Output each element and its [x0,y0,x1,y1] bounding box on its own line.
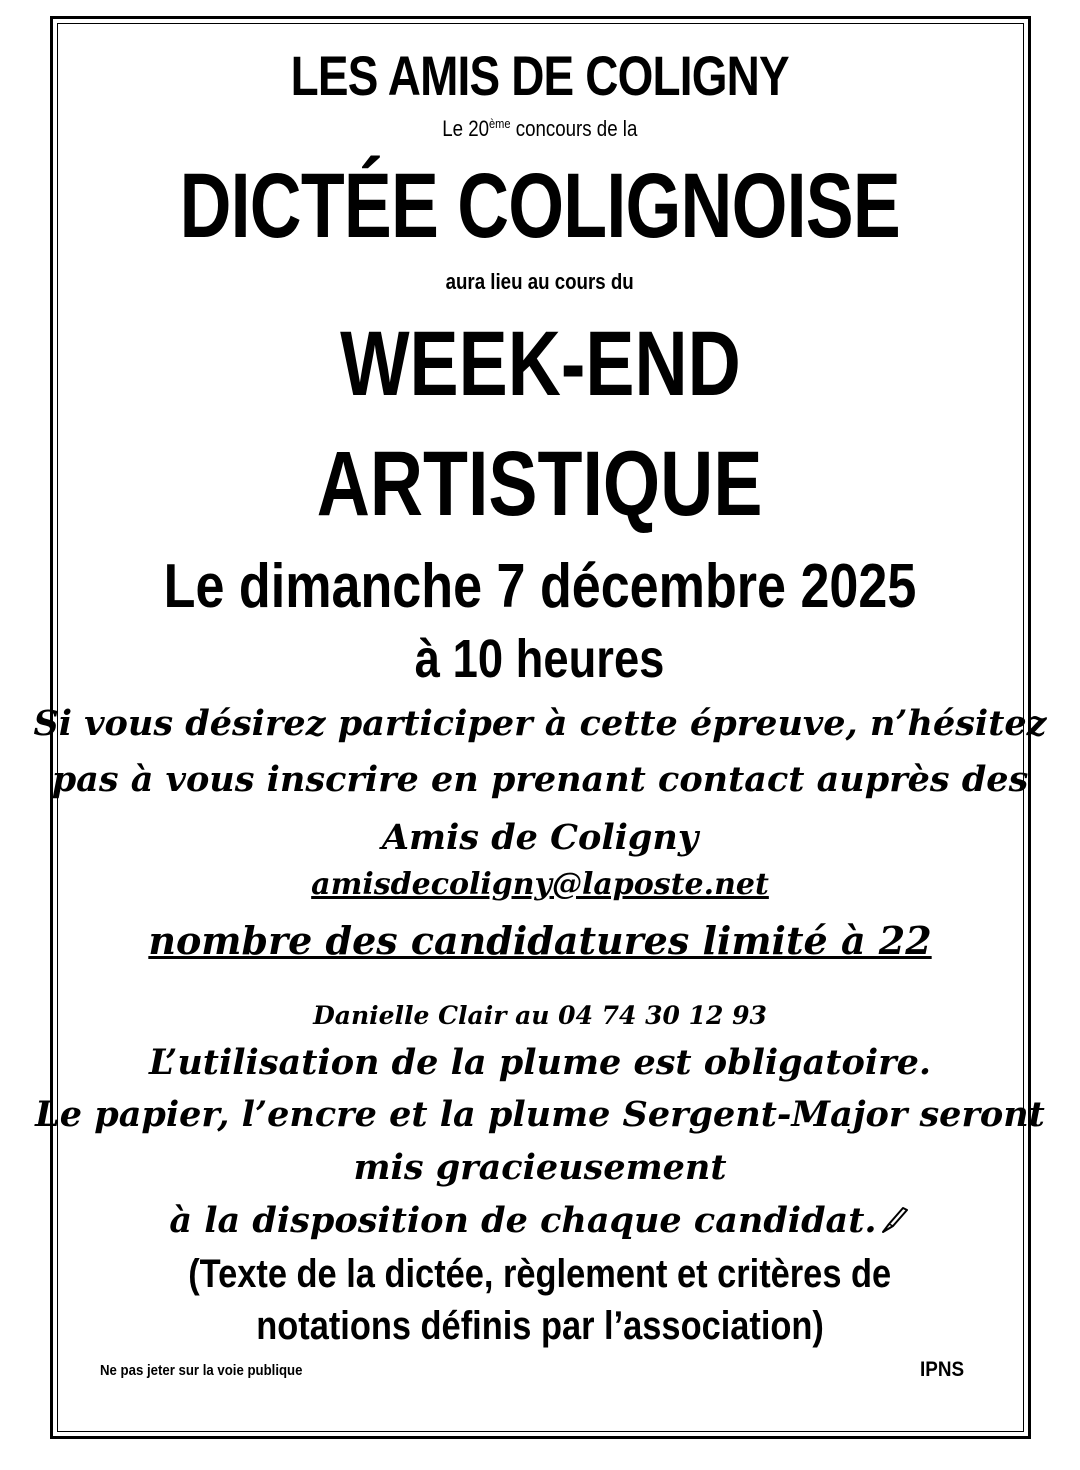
invite-line-3: Amis de Coligny [381,817,699,858]
event-name-text-1: WEEK-END [339,313,741,415]
note-line-2 [0,1306,1080,1346]
main-title [0,155,1080,257]
event-name-line-1 [0,313,1080,415]
note-line-2-text: notations définis par l’association) [256,1304,824,1348]
event-time-text: à 10 heures [415,629,665,689]
event-name-text-2: ARTISTIQUE [317,433,763,535]
rule-line-2: Le papier, l’encre et la plume Sergent-Major seront [35,1094,1045,1135]
intro-superscript: ème [489,116,511,131]
contact-email-link[interactable]: amisdecoligny@laposte.net [311,867,769,902]
event-name-line-2 [0,433,1080,535]
rule-line-4-text: à la disposition de chaque candidat. [169,1200,877,1241]
event-time [0,629,1080,689]
note-line-1 [0,1254,1080,1294]
intro-after: concours de la [510,116,638,141]
subtitle-text: aura lieu au cours du [445,269,635,294]
note-line-1-text: (Texte de la dictée, règlement et critères de [188,1252,892,1296]
event-date-text: Le dimanche 7 décembre 2025 [163,552,917,621]
rule-line-1: L’utilisation de la plume est obligatoire. [148,1042,932,1083]
candidate-limit: nombre des candidatures limité à 22 [148,918,932,963]
invite-line-2: pas à vous inscrire en prenant contact auprès des [51,759,1029,800]
footer-disposal-notice [100,1362,330,1379]
organization-heading [0,44,1080,107]
rule-line-3: mis gracieusement [353,1147,727,1188]
invite-line-1: Si vous désirez participer à cette épreuve, n’hésitez [33,703,1047,744]
intro-text [442,117,637,140]
footer-ipns-text: IPNS [920,1358,965,1381]
footer-disposal-text: Ne pas jeter sur la voie publique [100,1362,303,1379]
intro-before: Le 20 [442,116,490,141]
contact-phone: Danielle Clair au 04 74 30 12 93 [313,1001,767,1030]
event-date [0,552,1080,621]
organization-text: LES AMIS DE COLIGNY [290,44,790,107]
rule-line-4 [0,1200,1080,1241]
intro-line [0,117,1080,140]
footer-ipns [920,1358,969,1382]
subtitle-line [0,271,1080,293]
main-title-text: DICTÉE COLIGNOISE [179,155,901,257]
fountain-pen-icon [879,1204,911,1236]
